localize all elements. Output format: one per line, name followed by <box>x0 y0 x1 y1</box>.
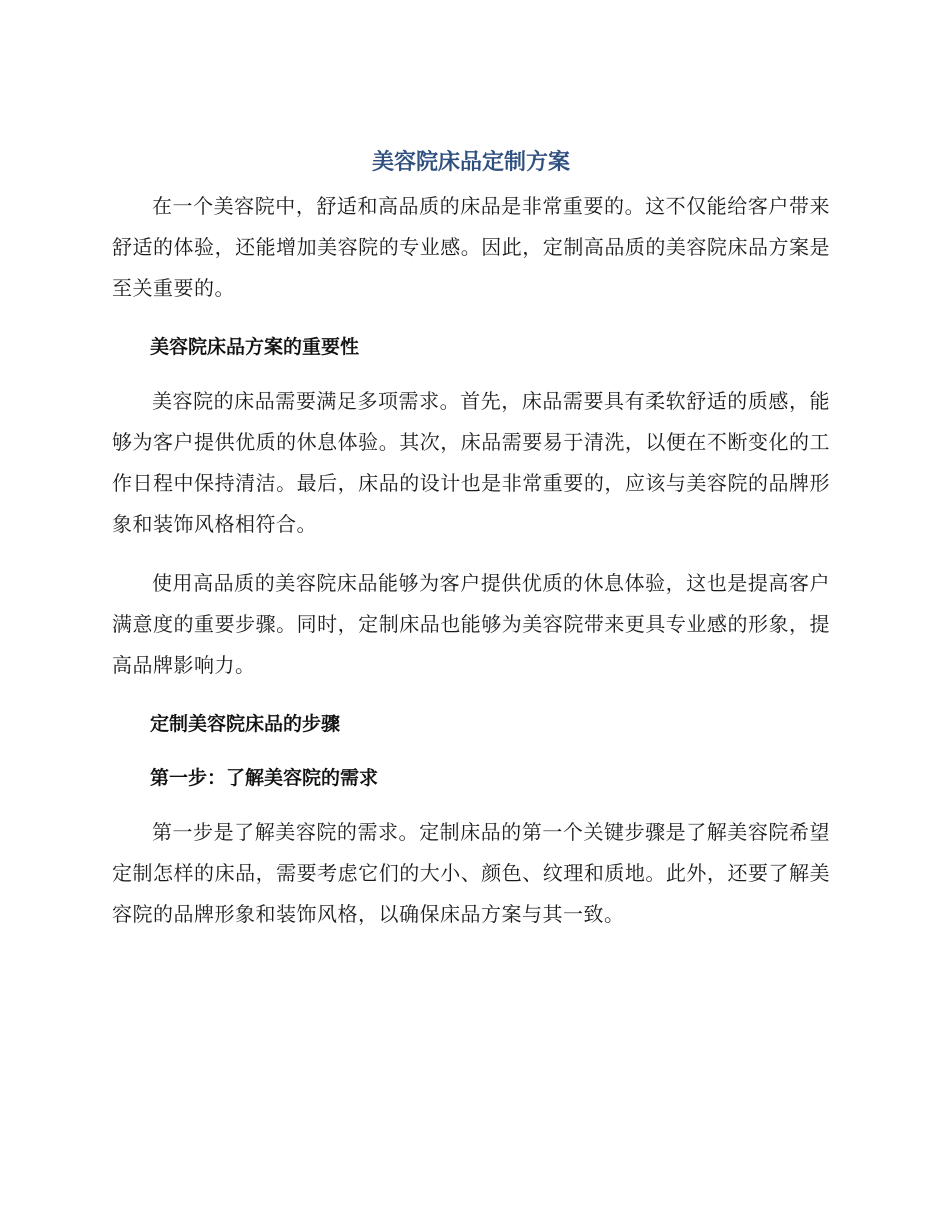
step1-paragraph: 第一步是了解美容院的需求。定制床品的第一个关键步骤是了解美容院希望定制怎样的床品，需要考虑它们的大小、颜色、纹理和质地。此外，还要了解美容院的品牌形象和装饰风格，以确保床品方案与其一致。 <box>112 820 830 926</box>
section-heading-steps: 定制美容院床品的步骤 <box>150 713 341 735</box>
intro-paragraph: 在一个美容院中，舒适和高品质的床品是非常重要的。这不仅能给客户带来舒适的体验，还能增加美容院的专业感。因此，定制高品质的美容院床品方案是至关重要的。 <box>112 194 830 300</box>
document-title: 美容院床品定制方案 <box>371 150 570 175</box>
section-heading-importance: 美容院床品方案的重要性 <box>150 336 360 358</box>
importance-paragraph-1: 美容院的床品需要满足多项需求。首先，床品需要具有柔软舒适的质感，能够为客户提供优质的休息体验。其次，床品需要易于清洗，以便在不断变化的工作日程中保持清洁。最后，床品的设计也是非常重要的，应该与美容院的品牌形象和装饰风格相符合。 <box>112 389 830 536</box>
importance-paragraph-2: 使用高品质的美容院床品能够为客户提供优质的休息体验，这也是提高客户满意度的重要步骤。同时，定制床品也能够为美容院带来更具专业感的形象，提高品牌影响力。 <box>112 571 830 677</box>
step1-heading: 第一步：了解美容院的需求 <box>150 767 379 789</box>
document-page <box>112 140 830 953</box>
